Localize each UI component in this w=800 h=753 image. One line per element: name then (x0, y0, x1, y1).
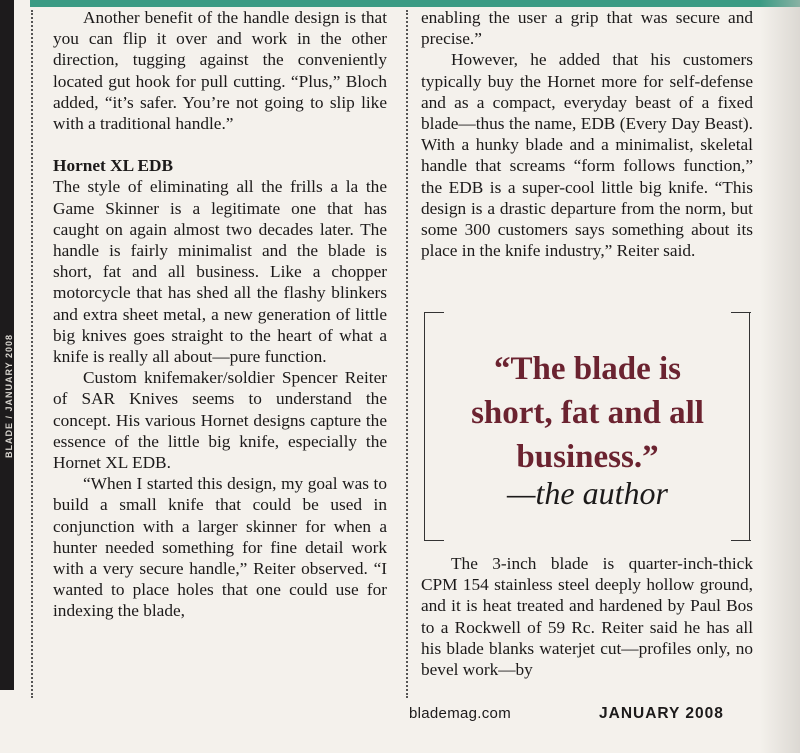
pull-quote-line: “The blade is (493, 351, 682, 387)
paragraph: The 3-inch blade is quarter-inch-thick CPM 154 stainless steel deeply hollow ground, and it is heat treated and hardened by Paul Bos to a Rockwell of 59 Rc. Reiter said he has all his blade blanks waterjet cut—profiles only, no bevel work—by (421, 554, 753, 680)
spine-text: BLADE / JANUARY 2008 (4, 333, 14, 459)
bracket-left-top (424, 312, 444, 313)
right-column-continued (421, 553, 753, 680)
page-spine-stripe (0, 0, 14, 690)
bracket-right-bottom (731, 540, 751, 541)
pull-quote (424, 312, 751, 540)
paragraph: The style of eliminating all the frills a la the Game Skinner is a legitimate one that has caught on again almost two decades later. The handle is fairly minimalist and the blade is short, fat and all business. Like a chopper motorcycle that has shed all the flashy blinkers and extra sheet metal, a new generation of little big knives goes straight to the heart of what a knife is really all about—pure function. (53, 177, 387, 367)
pull-quote-attribution: —the author (507, 475, 668, 511)
paragraph: Custom knifemaker/soldier Spencer Reiter of SAR Knives seems to understand the concept. His various Hornet designs capture the essence of the little big knife, especially the Hornet XL EDB. (53, 368, 387, 473)
section-heading: Hornet XL EDB (53, 156, 174, 176)
column-divider-left (31, 10, 33, 698)
paragraph: However, he added that his customers typically buy the Hornet more for self-defense and as a compact, everyday beast of a fixed blade—thus the name, EDB (Every Day Beast). With a hunky blade and a minimalist, skeletal handle that screams “form follows function,” the EDB is a super-cool little big knife. “This design is a drastic departure from the norm, but some 300 customers says something about its place in the knife industry,” Reiter said. (421, 50, 753, 261)
pull-quote-line: short, fat and all (471, 395, 704, 431)
bracket-right-top (731, 312, 751, 313)
bracket-left-bottom (424, 540, 444, 541)
right-column (421, 7, 753, 261)
column-divider-middle (406, 10, 408, 698)
paragraph: “When I started this design, my goal was to build a small knife that could be used in conjunction with a larger skinner for when a hunter needed something for fine detail work with a very secure handle,” Reiter observed. “I wanted to place holes that one could use for indexing the blade, (53, 474, 387, 621)
footer-date: JANUARY 2008 (599, 705, 724, 722)
page-gutter-shadow (760, 0, 800, 753)
top-color-band (30, 0, 800, 7)
footer-website: blademag.com (409, 705, 511, 722)
pull-quote-line: business.” (516, 439, 659, 475)
pull-quote-text (424, 347, 751, 479)
left-column (53, 7, 387, 622)
paragraph: Another benefit of the handle design is that you can flip it over and work in the other direction, tugging against the conveniently located gut hook for pull cutting. “Plus,” Bloch added, “it’s safer. You’re not going to slip like with a traditional handle.” (53, 8, 387, 134)
paragraph: enabling the user a grip that was secure and precise.” (421, 8, 753, 49)
